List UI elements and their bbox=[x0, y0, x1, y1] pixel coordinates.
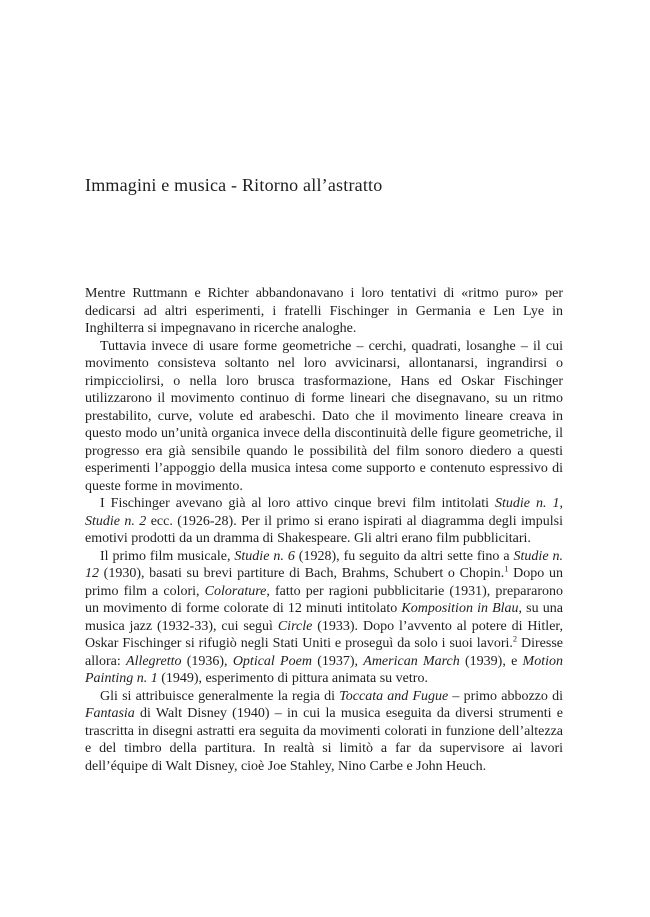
paragraph: Il primo film musicale, Studie n. 6 (1928), fu seguito da altri sette fino a Studie n. 12 (1930), basati su brevi partiture di Bach, Brahms, Schubert o Chopin.$^1$ Dopo un primo film a colori, Colorature, fatto per ragioni pubblicitarie (1931), prepararono un movimento di forme colorate di 12 minuti intitolato Komposition in Blau, su una musica jazz (1932-33), cui seguì Circle (1933). Dopo l’avvento al potere di Hitler, Oskar Fischinger si rifugiò negli Stati Uniti e proseguì da solo i suoi lavori.$^2$ Diresse allora: Allegretto (1936), Optical Poem (1937), American March (1939), e Motion Painting n. 1 (1949), esperimento di pittura animata su vetro. bbox=[85, 548, 564, 686]
film-title: Optical Poem bbox=[232, 653, 312, 669]
film-title: Fantasia bbox=[85, 706, 135, 721]
document-body bbox=[85, 285, 563, 775]
footnote-marker: 1 bbox=[504, 564, 509, 574]
footnote-marker: 2 bbox=[512, 634, 518, 644]
film-title: Studie n. 6 bbox=[234, 548, 295, 564]
paragraph: I Fischinger avevano già al loro attivo cinque brevi film intitolati Studie n. 1, Studie n. 2 ecc. (1926-28). Per il primo si erano ispirati al diagramma degli impulsi emotivi prodotti da un dramma di Shakespeare. Gli altri erano film pubblicitari. bbox=[85, 496, 563, 546]
film-title: Colorature bbox=[204, 583, 267, 599]
film-title: Komposition in Blau bbox=[401, 601, 519, 616]
paragraph: Gli si attribuisce generalmente la regia di Toccata and Fugue – primo abbozzo di Fantasia di Walt Disney (1940) – in cui la musica eseguita da diversi strumenti e trascritta in disegni astratti era seguita da movimenti colorati in funzione dell’altezza e del timbro della partitura. In realtà si limitò a far da supervisore ai lavori dell’équipe di Walt Disney, cioè Joe Stahley, Nino Carbe e John Heuch. bbox=[85, 688, 563, 774]
film-title: Allegretto bbox=[126, 653, 182, 669]
film-title: Studie n. 12 bbox=[85, 548, 563, 581]
page-title: Immagini e musica - Ritorno all’astratto bbox=[85, 175, 383, 195]
film-title: Toccata and Fugue bbox=[339, 688, 449, 704]
film-title: Studie n. 1 bbox=[494, 496, 560, 511]
film-title: Studie n. 2 bbox=[85, 513, 147, 529]
film-title: American March bbox=[363, 653, 460, 669]
paragraph: Tuttavia invece di usare forme geometriche – cerchi, quadrati, losanghe – il cui movimento consisteva soltanto nel loro avvicinarsi, allontanarsi, ingrandirsi o rimpicciolirsi, o nella loro brusca trasformazione, Hans ed Oskar Fischinger utilizzarono il movimento continuo di forme lineari che disegnavano, su un ritmo prestabilito, curve, volute ed arabeschi. Dato che il movimento lineare creava in questo modo un’unità organica invece della discontinuità delle figure geometriche, il progresso era già sensibile quando le possibilità del film sonoro diedero a questi esperimenti l’appoggio della musica intesa come supporto e contenuto espressivo di queste forme in movimento. bbox=[85, 338, 563, 494]
paragraph: Mentre Ruttmann e Richter abbandonavano i loro tentativi di «ritmo puro» per dedicarsi ad altri esperimenti, i fratelli Fischinger in Germania e Len Lye in Inghilterra si impegnavano in ricerche analoghe. bbox=[85, 286, 563, 336]
film-title: Motion Painting n. 1 bbox=[85, 653, 563, 686]
film-title: Circle bbox=[277, 618, 313, 634]
